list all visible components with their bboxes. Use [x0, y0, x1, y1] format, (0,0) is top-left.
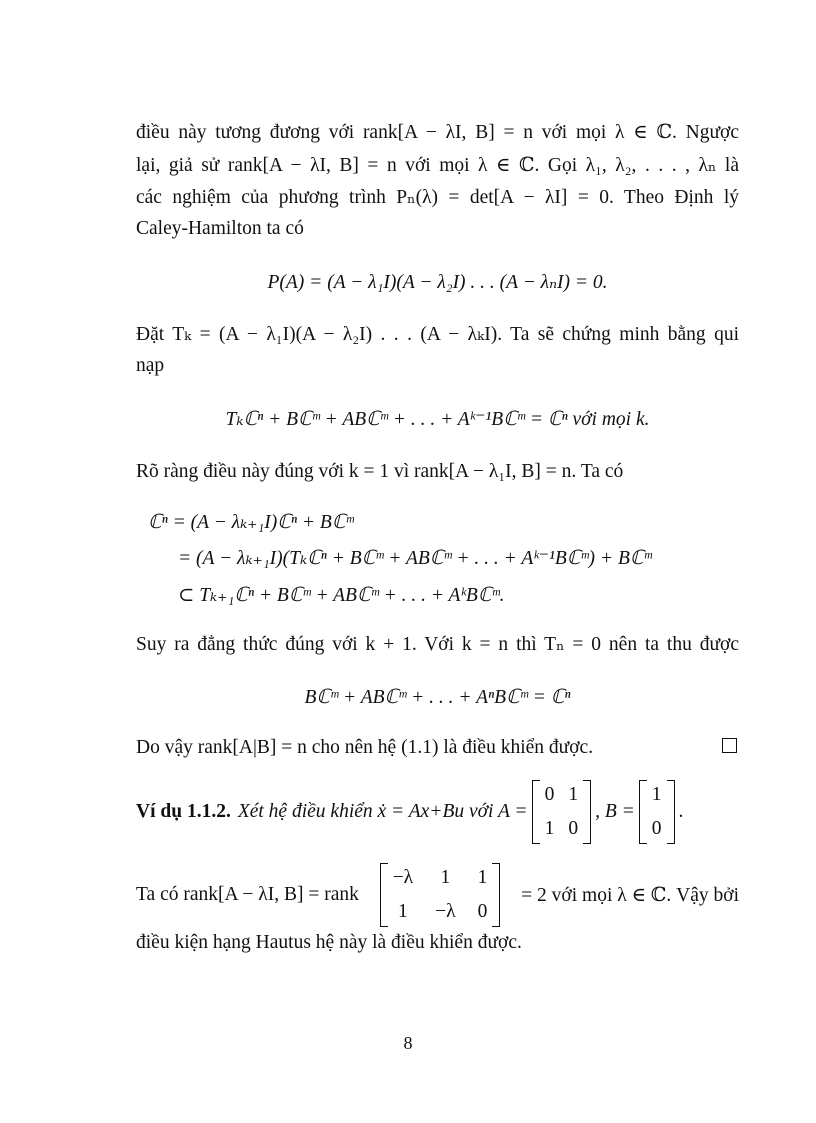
- paragraph-line: Caley-Hamilton ta có: [136, 218, 304, 239]
- example-line: [136, 777, 683, 847]
- matrix-cell: 0: [544, 784, 555, 805]
- example-label: Ví dụ 1.1.2.: [136, 801, 231, 822]
- paragraph-line: Do vậy rank[A|B] = n cho nên hệ (1.1) là điều khiển được.: [136, 737, 594, 758]
- matrix-cell: 1: [440, 867, 451, 888]
- example-separator: , B =: [595, 801, 635, 822]
- matrix-cell: 1: [568, 784, 579, 805]
- example-end: .: [678, 801, 684, 822]
- matrix-cell: 1: [651, 784, 662, 805]
- matrix-cell: −λ: [435, 901, 456, 922]
- equation-align-line-2: = (A − λₖ₊₁I)(Tₖℂⁿ + Bℂᵐ + ABℂᵐ + . . . + Aᵏ⁻¹Bℂᵐ) + Bℂᵐ: [178, 548, 652, 569]
- paragraph-line: điều kiện hạng Hautus hệ này là điều khiển được.: [136, 932, 522, 953]
- matrix-rank: [380, 863, 501, 927]
- paragraph-line: nạp: [136, 355, 165, 376]
- rank-text-post: = 2 với mọi λ ∈ ℂ. Vậy bởi: [521, 885, 739, 906]
- matrix-cell: 1: [544, 818, 555, 839]
- paragraph-line: lại, giả sử rank[A − λI, B] = n với mọi λ ∈ ℂ. Gọi λ₁, λ₂, . . . , λₙ là: [136, 155, 739, 176]
- matrix-cell: 0: [568, 818, 579, 839]
- example-text: Xét hệ điều khiển ẋ = Ax+Bu với A =: [237, 801, 528, 822]
- qed-box-icon: [722, 738, 737, 753]
- equation-cayley-hamilton: P(A) = (A − λ₁I)(A − λ₂I) . . . (A − λₙI) = 0.: [267, 272, 608, 293]
- paragraph-line: Suy ra đẳng thức đúng với k + 1. Với k = n thì Tₙ = 0 nên ta thu được: [136, 634, 739, 655]
- matrix-cell: 1: [398, 901, 408, 922]
- matrix-cell: 0: [651, 818, 662, 839]
- equation-align-line-1: ℂⁿ = (A − λₖ₊₁I)ℂⁿ + Bℂᵐ: [148, 512, 354, 533]
- matrix-cell: 1: [477, 867, 488, 888]
- matrix-cell: −λ: [392, 867, 414, 888]
- page-number: 8: [403, 1033, 413, 1053]
- rank-text-pre: Ta có rank[A − λI, B] = rank: [136, 884, 359, 905]
- equation-conclusion: Bℂᵐ + ABℂᵐ + . . . + AⁿBℂᵐ = ℂⁿ: [304, 687, 571, 708]
- equation-align-line-3: ⊂ Tₖ₊₁ℂⁿ + Bℂᵐ + ABℂᵐ + . . . + AᵏBℂᵐ.: [178, 585, 505, 606]
- equation-induction: Tₖℂⁿ + Bℂᵐ + ABℂᵐ + . . . + Aᵏ⁻¹Bℂᵐ = ℂⁿ với mọi k.: [225, 409, 650, 430]
- paragraph-line: điều này tương đương với rank[A − λI, B] = n với mọi λ ∈ ℂ. Ngược: [136, 122, 739, 143]
- matrix-b: [639, 780, 675, 844]
- paragraph-line: các nghiệm của phương trình Pₙ(λ) = det[A − λI] = 0. Theo Định lý: [136, 187, 739, 208]
- matrix-cell: 0: [477, 901, 488, 922]
- paragraph-line: Rõ ràng điều này đúng với k = 1 vì rank[A − λ₁I, B] = n. Ta có: [136, 461, 624, 482]
- rank-line: [136, 860, 739, 930]
- matrix-a: [532, 780, 592, 844]
- paragraph-line: Đặt Tₖ = (A − λ₁I)(A − λ₂I) . . . (A − λₖI). Ta sẽ chứng minh bằng qui: [136, 324, 739, 345]
